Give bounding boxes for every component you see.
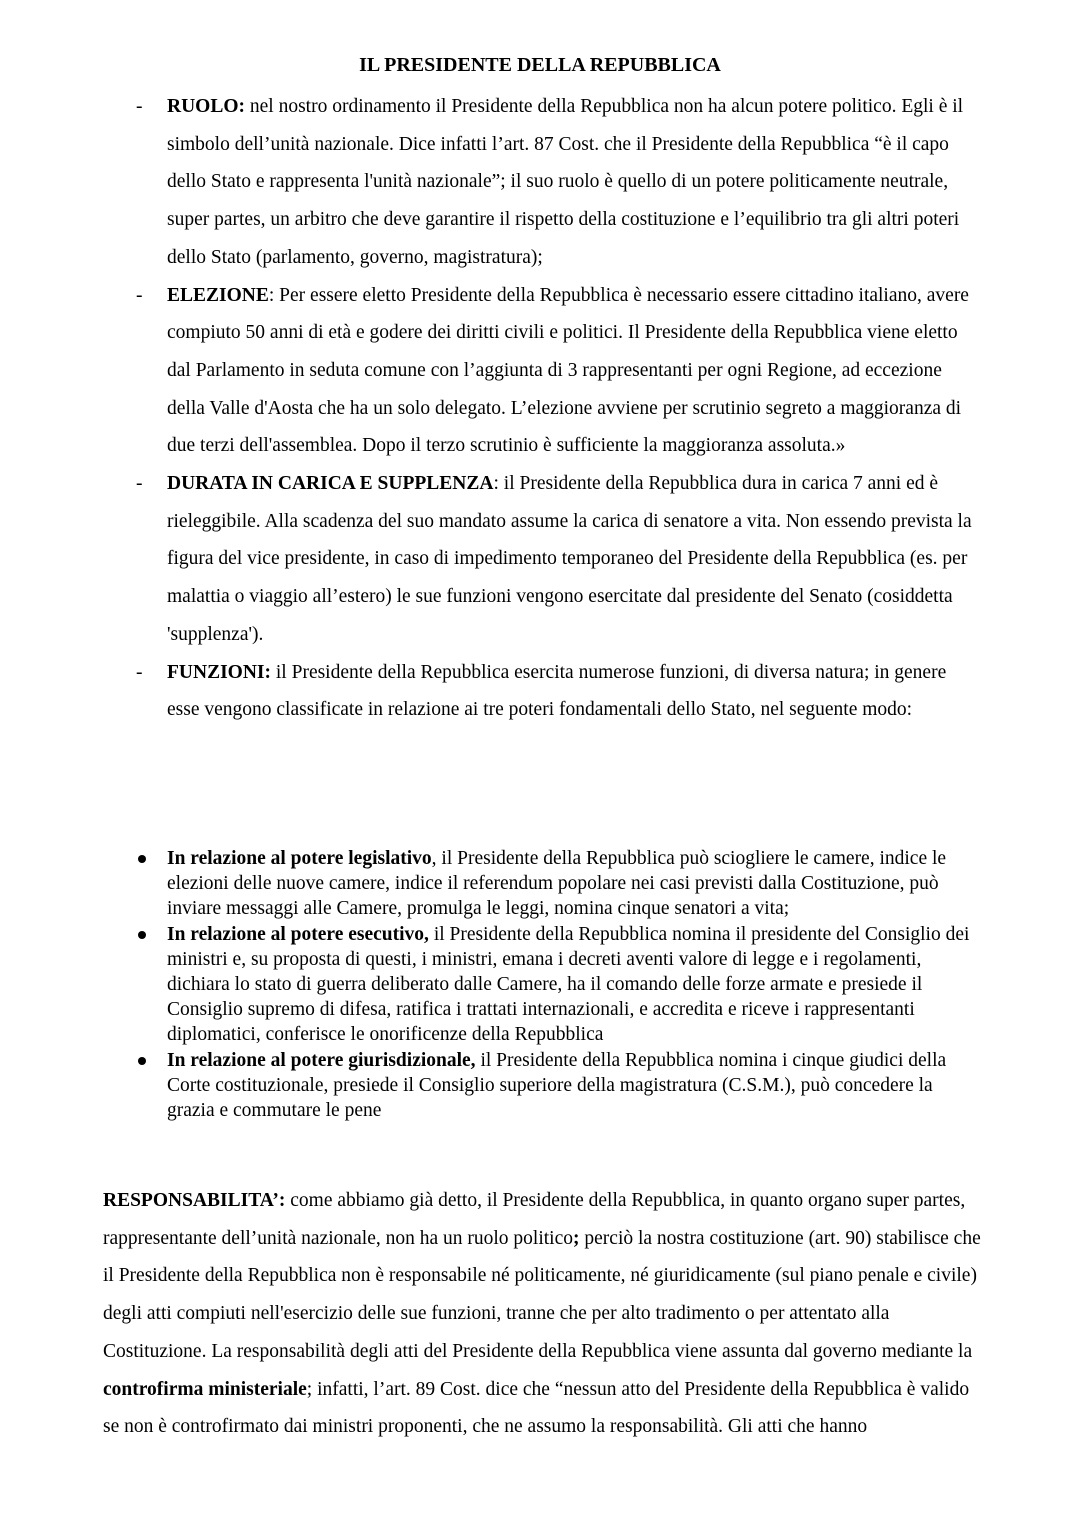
- dash-marker: -: [136, 473, 143, 495]
- page-title: IL PRESIDENTE DELLA REPUBBLICA: [359, 54, 721, 76]
- function-text: , il Presidente della Repubblica può sciogliere le camere, indice le elezioni delle nuove camere, indice il referendum popolare nei casi previsti dalla Costituzione, può inviare messaggi alle Camere, promulga le leggi, nomina cinque senatori a vita;: [167, 848, 947, 920]
- function-heading: In relazione al potere esecutivo,: [167, 923, 429, 945]
- section-text: : Per essere eletto Presidente della Repubblica è necessario essere cittadino italiano, avere compiuto 50 anni di età e godere dei diritti civili e politici. Il Presidente della Repubblica viene eletto dal Parlamento in seduta comune con l’aggiunta di 3 rappresentanti per ogni Regione, ad eccezione della Valle d'Aosta che ha un solo delegato. L’elezione avviene per scrutinio segreto a maggioranza di due terzi dell'assemblea. Dopo il terzo scrutinio è sufficiente la maggioranza assoluta.»: [167, 284, 969, 457]
- section-heading: ELEZIONE: [167, 284, 269, 306]
- function-text: il Presidente della Repubblica nomina i cinque giudici della Corte costituzionale, presiede il Consiglio superiore della magistratura (C.S.M.), può concedere la grazia e commutare le pene: [167, 1049, 947, 1122]
- section-durata: [0, 465, 982, 654]
- section-elezione: [0, 277, 982, 466]
- functions-list: [0, 846, 1080, 1123]
- section-heading: DURATA IN CARICA E SUPPLENZA: [167, 473, 494, 495]
- section-funzioni: [0, 654, 982, 729]
- responsibility-heading: RESPONSABILITA’:: [103, 1190, 286, 1211]
- function-esecutivo: [0, 922, 977, 1048]
- section-text: il Presidente della Repubblica esercita numerose funzioni, di diversa natura; in genere esse vengono classificate in relazione ai tre poteri fondamentali dello Stato, nel seguente modo:: [167, 661, 947, 721]
- section-text: nel nostro ordinamento il Presidente della Repubblica non ha alcun potere politico. Egli è il simbolo dell’unità nazionale. Dice infatti l’art. 87 Cost. che il Presidente della Repubblica “è il capo dello Stato e rappresenta l'unità nazionale”; il suo ruolo è quello di un potere politicamente neutrale, super partes, un arbitro che deve garantire il rispetto della costituzione e l’equilibrio tra gli altri poteri dello Stato (parlamento, governo, magistratura);: [167, 96, 964, 268]
- bullet-icon: [138, 1057, 146, 1065]
- function-text: il Presidente della Repubblica nomina il presidente del Consiglio dei ministri e, su proposta di questi, i ministri, emana i decreti aventi valore di legge e i regolamenti, dichiara lo stato di guerra deliberato dalle Camere, ha il comando delle forze armate e presiede il Consiglio supremo di difesa, ratifica i trattati internazionali, e accredita e riceve i rappresentanti diplomatici, conferisce le onorificenze della Repubblica: [167, 923, 970, 1046]
- section-heading: FUNZIONI:: [167, 661, 272, 683]
- responsibility-text: ; infatti, l’art. 89 Cost. dice che “nessun atto del Presidente della Repubblica è valido se non è controfirmato dai ministri proponenti, che ne assumo la responsabilità. Gli atti che hanno: [103, 1378, 970, 1438]
- section-text: : il Presidente della Repubblica dura in carica 7 anni ed è rieleggibile. Alla scadenza del suo mandato assume la carica di senatore a vita. Non essendo prevista la figura del vice presidente, in caso di impedimento temporaneo del Presidente della Repubblica (es. per malattia o viaggio all’estero) le sue funzioni vengono esercitate dal presidente del Senato (cosiddetta 'supplenza').: [167, 473, 972, 645]
- function-heading: In relazione al potere legislativo: [167, 848, 432, 869]
- section-list: [0, 88, 1080, 729]
- bullet-icon: [138, 855, 146, 863]
- responsibility-semicolon: ;: [573, 1227, 580, 1249]
- function-heading: In relazione al potere giurisdizionale,: [167, 1049, 476, 1071]
- function-legislativo: [0, 846, 977, 922]
- dash-marker: -: [136, 284, 143, 306]
- dash-marker: -: [136, 96, 143, 117]
- responsibility-paragraph: [103, 1182, 983, 1446]
- section-heading: RUOLO:: [167, 96, 245, 117]
- section-ruolo: [0, 88, 982, 277]
- dash-marker: -: [136, 661, 143, 683]
- bullet-icon: [138, 931, 146, 939]
- responsibility-text: perciò la nostra costituzione (art. 90) stabilisce che il Presidente della Repubblica non è responsabile né politicamente, né giuridicamente (sul piano penale e civile) degli atti compiuti nell'esercizio delle sue funzioni, tranne che per alto tradimento o per attentato alla Costituzione. La responsabilità degli atti del Presidente della Repubblica viene assunta dal governo mediante la: [103, 1227, 981, 1362]
- function-giurisdizionale: [0, 1048, 977, 1124]
- controfirma-term: controfirma ministeriale: [103, 1378, 307, 1400]
- responsibility-text: come abbiamo già detto, il Presidente della Repubblica, in quanto organo super partes, rappresentante dell’unità nazionale, non ha un ruolo politico: [103, 1190, 966, 1249]
